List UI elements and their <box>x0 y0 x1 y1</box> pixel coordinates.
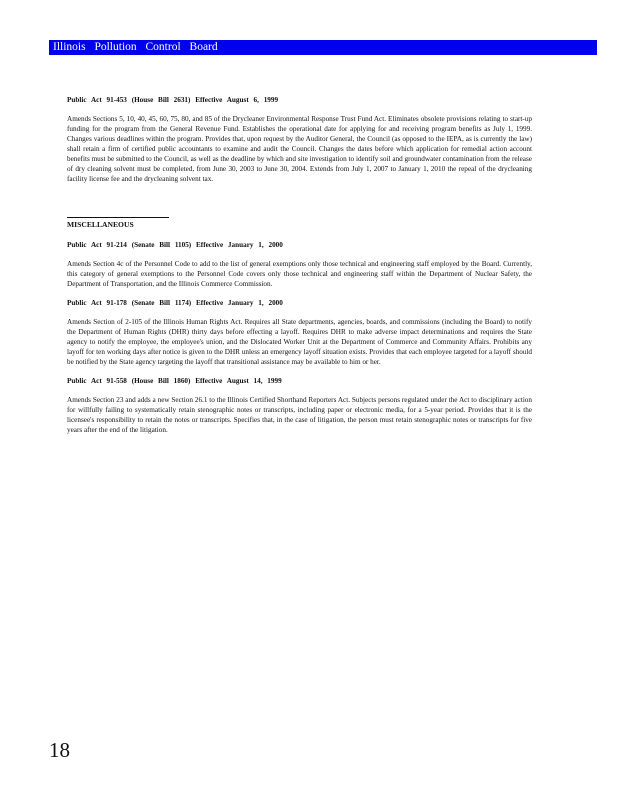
miscellaneous-section <box>67 214 532 435</box>
public-act-entry <box>67 299 532 367</box>
public-act-description: Amends Section of 2-105 of the Illinois Human Rights Act. Requires all State departments, agencies, boards, and commissions (including the Board) to notify the Department of Human Rights (DHR) thirty days before effecting a layoff. Requires DHR to make adverse impact determinations and requires the State agency to notify the employee, the employee's union, and the Dislocated Worker Unit at the Department of Commerce and Community Affairs. Prohibits any layoff for ten working days after notice is given to the DHR unless an emergency layoff situation exists. Provides that each employee targeted for a layoff should be notified by the State agency targeting the layoff that transitional assistance may be available to him or her. <box>67 318 532 366</box>
public-act-entry <box>67 377 532 435</box>
public-act-heading: Public Act 91-178 (Senate Bill 1174) Effective January 1, 2000 <box>67 299 283 307</box>
public-act-description: Amends Section 4c of the Personnel Code to add to the list of general exemptions only those technical and engineering staff employed by the Board. Currently, this category of general exemptions to the Personnel Code covers only those technical and engineering staff within the Department of Nuclear Safety, the Department of Transportation, and the Illinois Commerce Commission. <box>67 260 532 288</box>
document-header-banner <box>49 40 597 55</box>
section-spacer <box>67 194 532 214</box>
public-act-entry <box>67 96 532 184</box>
public-act-heading: Public Act 91-214 (Senate Bill 1105) Effective January 1, 2000 <box>67 241 283 249</box>
section-heading-miscellaneous: MISCELLANEOUS <box>67 217 169 229</box>
public-act-heading: Public Act 91-558 (House Bill 1860) Effective August 14, 1999 <box>67 377 282 385</box>
page-content <box>67 96 532 445</box>
page-number: 18 <box>49 738 70 762</box>
public-act-description: Amends Section 23 and adds a new Section 26.1 to the Illinois Certified Shorthand Reporters Act. Subjects persons regulated under the Act to disciplinary action for willfully failing to systematically retain stenographic notes or transcripts, including paper or electronic media, for a 5-year period. Provides that it is the licensee's responsibility to retain the notes or transcripts. Specifies that, in the case of litigation, the person must retain stenographic notes or transcripts for five years after the end of the litigation. <box>67 396 532 434</box>
public-act-entry <box>67 241 532 289</box>
public-act-heading: Public Act 91-453 (House Bill 2631) Effective August 6, 1999 <box>67 96 279 104</box>
document-header-title: Illinois Pollution Control Board <box>53 41 218 53</box>
public-act-description: Amends Sections 5, 10, 40, 45, 60, 75, 80, and 85 of the Drycleaner Environmental Response Trust Fund Act. Eliminates obsolete provisions relating to start-up funding for the program from the General Revenue Fund. Establishes the operational date for applying for and receiving program benefits as July 1, 1999. Changes various deadlines within the program. Provides that, upon request by the Auditor General, the Council (as opposed to the IEPA, as is currently the law) shall retain a firm of certified public accountants to examine and audit the Council. Changes the dates before which application for remedial action account benefits must be submitted to the Council, as well as the deadline by which and site investigation to identify soil and groundwater contamination from the release of dry cleaning solvent must be completed, from June 30, 2003 to June 30, 2004. Extends from July 1, 2007 to January 1, 2010 the repeal of the drycleaning facility license fee and the drycleaning solvent tax. <box>67 115 532 183</box>
